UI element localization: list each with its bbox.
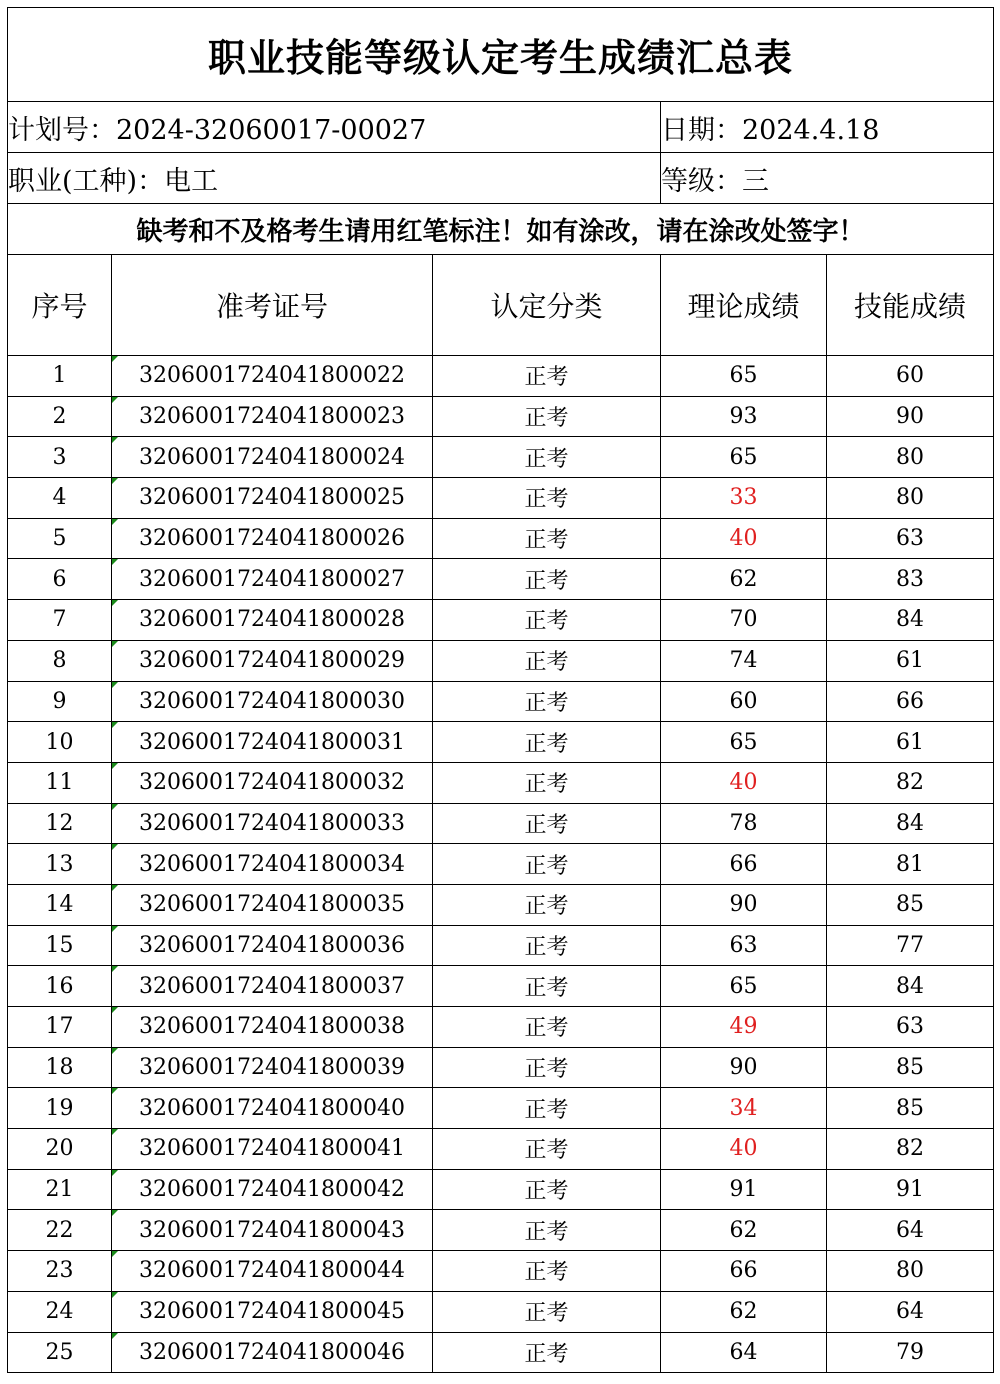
category-cell: 正考 bbox=[433, 722, 661, 763]
ticket-number-cell: 3206001724041800040 bbox=[112, 1088, 433, 1129]
info-row-plan bbox=[8, 102, 994, 153]
seq-cell: 20 bbox=[8, 1129, 112, 1170]
table-row bbox=[8, 1332, 994, 1373]
theory-score-cell: 65 bbox=[661, 356, 827, 397]
seq-cell: 2 bbox=[8, 396, 112, 437]
ticket-number-cell: 3206001724041800046 bbox=[112, 1332, 433, 1373]
theory-score-cell: 91 bbox=[661, 1169, 827, 1210]
seq-cell: 12 bbox=[8, 803, 112, 844]
skill-score-cell: 91 bbox=[827, 1169, 994, 1210]
category-cell: 正考 bbox=[433, 1007, 661, 1048]
category-cell: 正考 bbox=[433, 1332, 661, 1373]
skill-score-cell: 80 bbox=[827, 437, 994, 478]
date-label: 日期： bbox=[661, 114, 742, 146]
skill-score-cell: 82 bbox=[827, 1129, 994, 1170]
ticket-number-cell: 3206001724041800034 bbox=[112, 844, 433, 885]
seq-cell: 16 bbox=[8, 966, 112, 1007]
skill-score-cell: 84 bbox=[827, 600, 994, 641]
ticket-number-cell: 3206001724041800028 bbox=[112, 600, 433, 641]
table-row bbox=[8, 600, 994, 641]
category-cell: 正考 bbox=[433, 762, 661, 803]
skill-score-cell: 83 bbox=[827, 559, 994, 600]
level-value: 三 bbox=[742, 165, 769, 197]
occupation-label: 职业(工种)： bbox=[8, 165, 165, 197]
table-row bbox=[8, 1251, 994, 1292]
header-theory: 理论成绩 bbox=[661, 255, 827, 356]
occupation-cell bbox=[8, 153, 661, 204]
theory-score-cell: 65 bbox=[661, 437, 827, 478]
table-row bbox=[8, 396, 994, 437]
category-cell: 正考 bbox=[433, 844, 661, 885]
date-value: 2024.4.18 bbox=[742, 114, 880, 146]
skill-score-cell: 66 bbox=[827, 681, 994, 722]
skill-score-cell: 82 bbox=[827, 762, 994, 803]
seq-cell: 3 bbox=[8, 437, 112, 478]
theory-score-cell: 70 bbox=[661, 600, 827, 641]
category-cell: 正考 bbox=[433, 1047, 661, 1088]
notice-text: 缺考和不及格考生请用红笔标注！如有涂改，请在涂改处签字！ bbox=[8, 204, 994, 255]
ticket-number-cell: 3206001724041800044 bbox=[112, 1251, 433, 1292]
plan-number: 2024-32060017-00027 bbox=[116, 114, 427, 146]
category-cell: 正考 bbox=[433, 640, 661, 681]
table-row bbox=[8, 884, 994, 925]
theory-score-cell: 66 bbox=[661, 1251, 827, 1292]
ticket-number-cell: 3206001724041800033 bbox=[112, 803, 433, 844]
category-cell: 正考 bbox=[433, 518, 661, 559]
seq-cell: 10 bbox=[8, 722, 112, 763]
theory-score-cell: 90 bbox=[661, 1047, 827, 1088]
skill-score-cell: 80 bbox=[827, 478, 994, 519]
seq-cell: 21 bbox=[8, 1169, 112, 1210]
table-row bbox=[8, 1291, 994, 1332]
category-cell: 正考 bbox=[433, 437, 661, 478]
ticket-number-cell: 3206001724041800026 bbox=[112, 518, 433, 559]
ticket-number-cell: 3206001724041800039 bbox=[112, 1047, 433, 1088]
header-seq: 序号 bbox=[8, 255, 112, 356]
category-cell: 正考 bbox=[433, 1251, 661, 1292]
theory-score-cell: 90 bbox=[661, 884, 827, 925]
table-row bbox=[8, 1129, 994, 1170]
theory-score-cell: 74 bbox=[661, 640, 827, 681]
table-row bbox=[8, 437, 994, 478]
page-title: 职业技能等级认定考生成绩汇总表 bbox=[8, 8, 994, 102]
header-ticket: 准考证号 bbox=[112, 255, 433, 356]
seq-cell: 19 bbox=[8, 1088, 112, 1129]
table-row bbox=[8, 356, 994, 397]
skill-score-cell: 64 bbox=[827, 1210, 994, 1251]
ticket-number-cell: 3206001724041800023 bbox=[112, 396, 433, 437]
theory-score-cell: 66 bbox=[661, 844, 827, 885]
category-cell: 正考 bbox=[433, 681, 661, 722]
category-cell: 正考 bbox=[433, 1129, 661, 1170]
seq-cell: 6 bbox=[8, 559, 112, 600]
skill-score-cell: 85 bbox=[827, 1088, 994, 1129]
theory-score-cell: 49 bbox=[661, 1007, 827, 1048]
ticket-number-cell: 3206001724041800036 bbox=[112, 925, 433, 966]
skill-score-cell: 61 bbox=[827, 722, 994, 763]
skill-score-cell: 63 bbox=[827, 1007, 994, 1048]
ticket-number-cell: 3206001724041800041 bbox=[112, 1129, 433, 1170]
plan-number-cell bbox=[8, 102, 661, 153]
theory-score-cell: 65 bbox=[661, 722, 827, 763]
seq-cell: 1 bbox=[8, 356, 112, 397]
table-row bbox=[8, 640, 994, 681]
table-row bbox=[8, 1047, 994, 1088]
table-row bbox=[8, 803, 994, 844]
header-row bbox=[8, 255, 994, 356]
ticket-number-cell: 3206001724041800030 bbox=[112, 681, 433, 722]
seq-cell: 9 bbox=[8, 681, 112, 722]
plan-label: 计划号： bbox=[8, 114, 116, 146]
category-cell: 正考 bbox=[433, 1088, 661, 1129]
table-row bbox=[8, 844, 994, 885]
table-row bbox=[8, 681, 994, 722]
category-cell: 正考 bbox=[433, 600, 661, 641]
skill-score-cell: 63 bbox=[827, 518, 994, 559]
level-cell bbox=[661, 153, 994, 204]
theory-score-cell: 78 bbox=[661, 803, 827, 844]
skill-score-cell: 85 bbox=[827, 884, 994, 925]
skill-score-cell: 64 bbox=[827, 1291, 994, 1332]
title-row bbox=[8, 8, 994, 102]
skill-score-cell: 80 bbox=[827, 1251, 994, 1292]
skill-score-cell: 84 bbox=[827, 966, 994, 1007]
ticket-number-cell: 3206001724041800029 bbox=[112, 640, 433, 681]
date-cell bbox=[661, 102, 994, 153]
ticket-number-cell: 3206001724041800031 bbox=[112, 722, 433, 763]
category-cell: 正考 bbox=[433, 478, 661, 519]
seq-cell: 5 bbox=[8, 518, 112, 559]
info-row-occupation bbox=[8, 153, 994, 204]
category-cell: 正考 bbox=[433, 1210, 661, 1251]
seq-cell: 25 bbox=[8, 1332, 112, 1373]
category-cell: 正考 bbox=[433, 1291, 661, 1332]
seq-cell: 14 bbox=[8, 884, 112, 925]
ticket-number-cell: 3206001724041800027 bbox=[112, 559, 433, 600]
header-category: 认定分类 bbox=[433, 255, 661, 356]
ticket-number-cell: 3206001724041800037 bbox=[112, 966, 433, 1007]
category-cell: 正考 bbox=[433, 356, 661, 397]
theory-score-cell: 60 bbox=[661, 681, 827, 722]
ticket-number-cell: 3206001724041800024 bbox=[112, 437, 433, 478]
category-cell: 正考 bbox=[433, 966, 661, 1007]
skill-score-cell: 90 bbox=[827, 396, 994, 437]
ticket-number-cell: 3206001724041800043 bbox=[112, 1210, 433, 1251]
theory-score-cell: 65 bbox=[661, 966, 827, 1007]
table-row bbox=[8, 1169, 994, 1210]
theory-score-cell: 33 bbox=[661, 478, 827, 519]
seq-cell: 24 bbox=[8, 1291, 112, 1332]
ticket-number-cell: 3206001724041800038 bbox=[112, 1007, 433, 1048]
theory-score-cell: 62 bbox=[661, 1291, 827, 1332]
table-row bbox=[8, 559, 994, 600]
seq-cell: 11 bbox=[8, 762, 112, 803]
seq-cell: 23 bbox=[8, 1251, 112, 1292]
seq-cell: 17 bbox=[8, 1007, 112, 1048]
category-cell: 正考 bbox=[433, 803, 661, 844]
ticket-number-cell: 3206001724041800035 bbox=[112, 884, 433, 925]
theory-score-cell: 40 bbox=[661, 762, 827, 803]
skill-score-cell: 79 bbox=[827, 1332, 994, 1373]
seq-cell: 4 bbox=[8, 478, 112, 519]
seq-cell: 18 bbox=[8, 1047, 112, 1088]
category-cell: 正考 bbox=[433, 1169, 661, 1210]
ticket-number-cell: 3206001724041800022 bbox=[112, 356, 433, 397]
category-cell: 正考 bbox=[433, 884, 661, 925]
ticket-number-cell: 3206001724041800032 bbox=[112, 762, 433, 803]
theory-score-cell: 64 bbox=[661, 1332, 827, 1373]
theory-score-cell: 40 bbox=[661, 1129, 827, 1170]
level-label: 等级： bbox=[661, 165, 742, 197]
notice-row bbox=[8, 204, 994, 255]
ticket-number-cell: 3206001724041800025 bbox=[112, 478, 433, 519]
table-row bbox=[8, 1088, 994, 1129]
category-cell: 正考 bbox=[433, 396, 661, 437]
table-row bbox=[8, 1007, 994, 1048]
theory-score-cell: 34 bbox=[661, 1088, 827, 1129]
ticket-number-cell: 3206001724041800042 bbox=[112, 1169, 433, 1210]
skill-score-cell: 60 bbox=[827, 356, 994, 397]
skill-score-cell: 61 bbox=[827, 640, 994, 681]
seq-cell: 22 bbox=[8, 1210, 112, 1251]
table-row bbox=[8, 762, 994, 803]
seq-cell: 8 bbox=[8, 640, 112, 681]
skill-score-cell: 77 bbox=[827, 925, 994, 966]
skill-score-cell: 84 bbox=[827, 803, 994, 844]
theory-score-cell: 62 bbox=[661, 559, 827, 600]
skill-score-cell: 81 bbox=[827, 844, 994, 885]
score-table bbox=[7, 7, 994, 1373]
table-row bbox=[8, 966, 994, 1007]
theory-score-cell: 62 bbox=[661, 1210, 827, 1251]
occupation-value: 电工 bbox=[164, 165, 219, 197]
theory-score-cell: 63 bbox=[661, 925, 827, 966]
seq-cell: 7 bbox=[8, 600, 112, 641]
seq-cell: 15 bbox=[8, 925, 112, 966]
ticket-number-cell: 3206001724041800045 bbox=[112, 1291, 433, 1332]
table-row bbox=[8, 1210, 994, 1251]
skill-score-cell: 85 bbox=[827, 1047, 994, 1088]
table-row bbox=[8, 925, 994, 966]
theory-score-cell: 93 bbox=[661, 396, 827, 437]
table-row bbox=[8, 518, 994, 559]
table-row bbox=[8, 478, 994, 519]
header-skill: 技能成绩 bbox=[827, 255, 994, 356]
table-row bbox=[8, 722, 994, 763]
category-cell: 正考 bbox=[433, 925, 661, 966]
theory-score-cell: 40 bbox=[661, 518, 827, 559]
category-cell: 正考 bbox=[433, 559, 661, 600]
seq-cell: 13 bbox=[8, 844, 112, 885]
